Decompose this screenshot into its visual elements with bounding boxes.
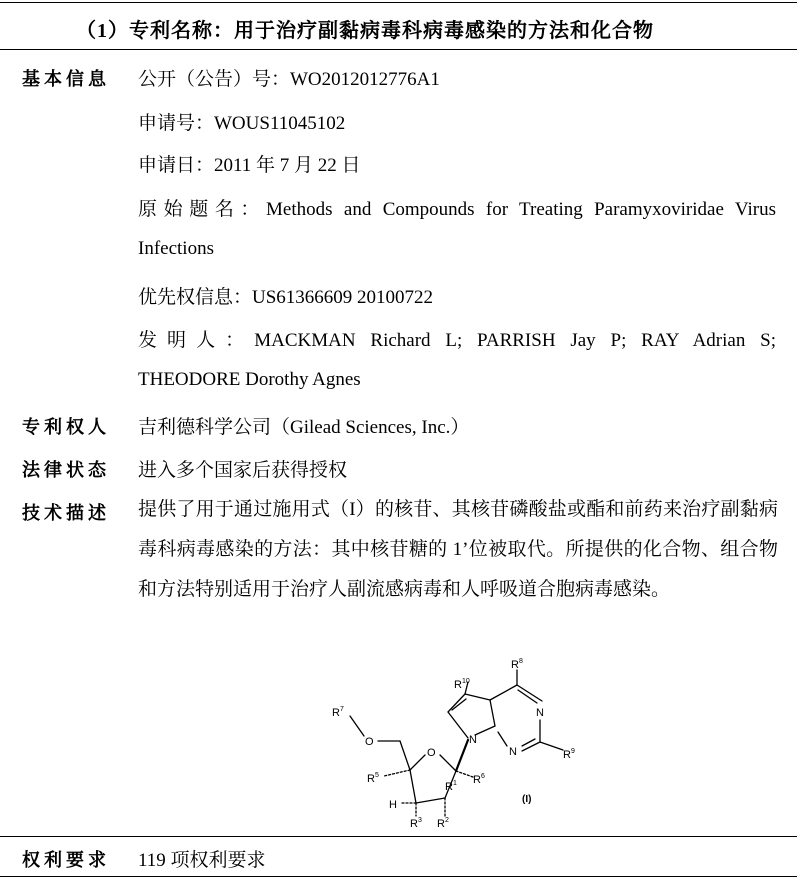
- claims-label: 权利要求: [22, 850, 110, 870]
- title-rule: [0, 49, 797, 50]
- svg-text:R1: [445, 780, 457, 793]
- patent-title: （1）专利名称：用于治疗副黏病毒科病毒感染的方法和化合物: [76, 20, 654, 42]
- inventors-line1: 发明人：MACKMAN Richard L; PARRISH Jay P; RAY Adrian S;: [138, 330, 776, 351]
- legal-status-value: 进入多个国家后获得授权: [138, 460, 348, 481]
- svg-text:R5: [367, 772, 379, 785]
- r10-label: R: [454, 679, 462, 691]
- triazine-n3-label: N: [536, 707, 544, 719]
- r2-label: R: [437, 818, 445, 830]
- r1-label: R: [445, 781, 453, 793]
- r7-label: R: [332, 707, 340, 719]
- inventors-line2: THEODORE Dorothy Agnes: [138, 369, 361, 390]
- original-title-line1: 原始题名：Methods and Compounds for Treating Paramyxoviridae Virus: [138, 199, 776, 220]
- assignee-label: 专利权人: [22, 417, 110, 437]
- r5-superscript: 5: [374, 772, 379, 779]
- formula-label: (I): [522, 794, 532, 805]
- r3-label: R: [410, 818, 418, 830]
- r8-superscript: 8: [518, 658, 523, 665]
- bridgehead-n-label: N: [469, 734, 477, 746]
- ether-oxygen-label: O: [365, 736, 374, 748]
- r8-label: R: [511, 659, 519, 671]
- svg-text:R8: [511, 658, 523, 671]
- original-title-line2: Infections: [138, 238, 214, 259]
- bottom-rule: [0, 876, 797, 877]
- r5-label: R: [367, 773, 375, 785]
- r6-superscript: 6: [480, 773, 485, 780]
- svg-text:R7: [332, 706, 344, 719]
- priority-info: 优先权信息：US61366609 20100722: [138, 287, 434, 308]
- svg-text:R3: [410, 817, 422, 830]
- ring-oxygen-label: O: [427, 747, 436, 759]
- description-label: 技术描述: [22, 503, 110, 523]
- svg-text:R9: [563, 748, 575, 761]
- basic-info-label: 基本信息: [22, 69, 110, 89]
- svg-text:R2: [437, 817, 449, 830]
- hydrogen-label: H: [389, 799, 397, 811]
- r7-superscript: 7: [339, 706, 344, 713]
- legal-status-label: 法律状态: [22, 460, 110, 480]
- claims-value: 119 项权利要求: [138, 850, 266, 871]
- assignee-value: 吉利德科学公司（Gilead Sciences, Inc.）: [138, 417, 470, 438]
- application-date: 申请日：2011 年 7 月 22 日: [138, 155, 361, 176]
- description-text: 提供了用于通过施用式（I）的核苷、其核苷磷酸盐或酯和前药来治疗副黏病毒科病毒感染的方法：其中核苷糖的 1’位被取代。所提供的化合物、组合物和方法特别适用于治疗人副流感病毒和人呼吸道合胞病毒感染。: [138, 499, 778, 600]
- svg-text:R10: [454, 678, 470, 691]
- r3-superscript: 3: [417, 817, 422, 824]
- r1-superscript: 1: [452, 780, 457, 787]
- r10-superscript: 10: [461, 678, 470, 685]
- publication-number: 公开（公告）号：WO2012012776A1: [138, 69, 440, 90]
- svg-text:R6: [473, 773, 485, 786]
- r2-superscript: 2: [444, 817, 449, 824]
- r6-label: R: [473, 774, 481, 786]
- r9-superscript: 9: [570, 748, 575, 755]
- chemical-structure-formula-i: [320, 650, 620, 835]
- claims-rule: [0, 836, 797, 837]
- triazine-n1-label: N: [509, 746, 517, 758]
- r9-label: R: [563, 749, 571, 761]
- application-number: 申请号：WOUS11045102: [138, 113, 346, 134]
- top-rule: [0, 2, 797, 3]
